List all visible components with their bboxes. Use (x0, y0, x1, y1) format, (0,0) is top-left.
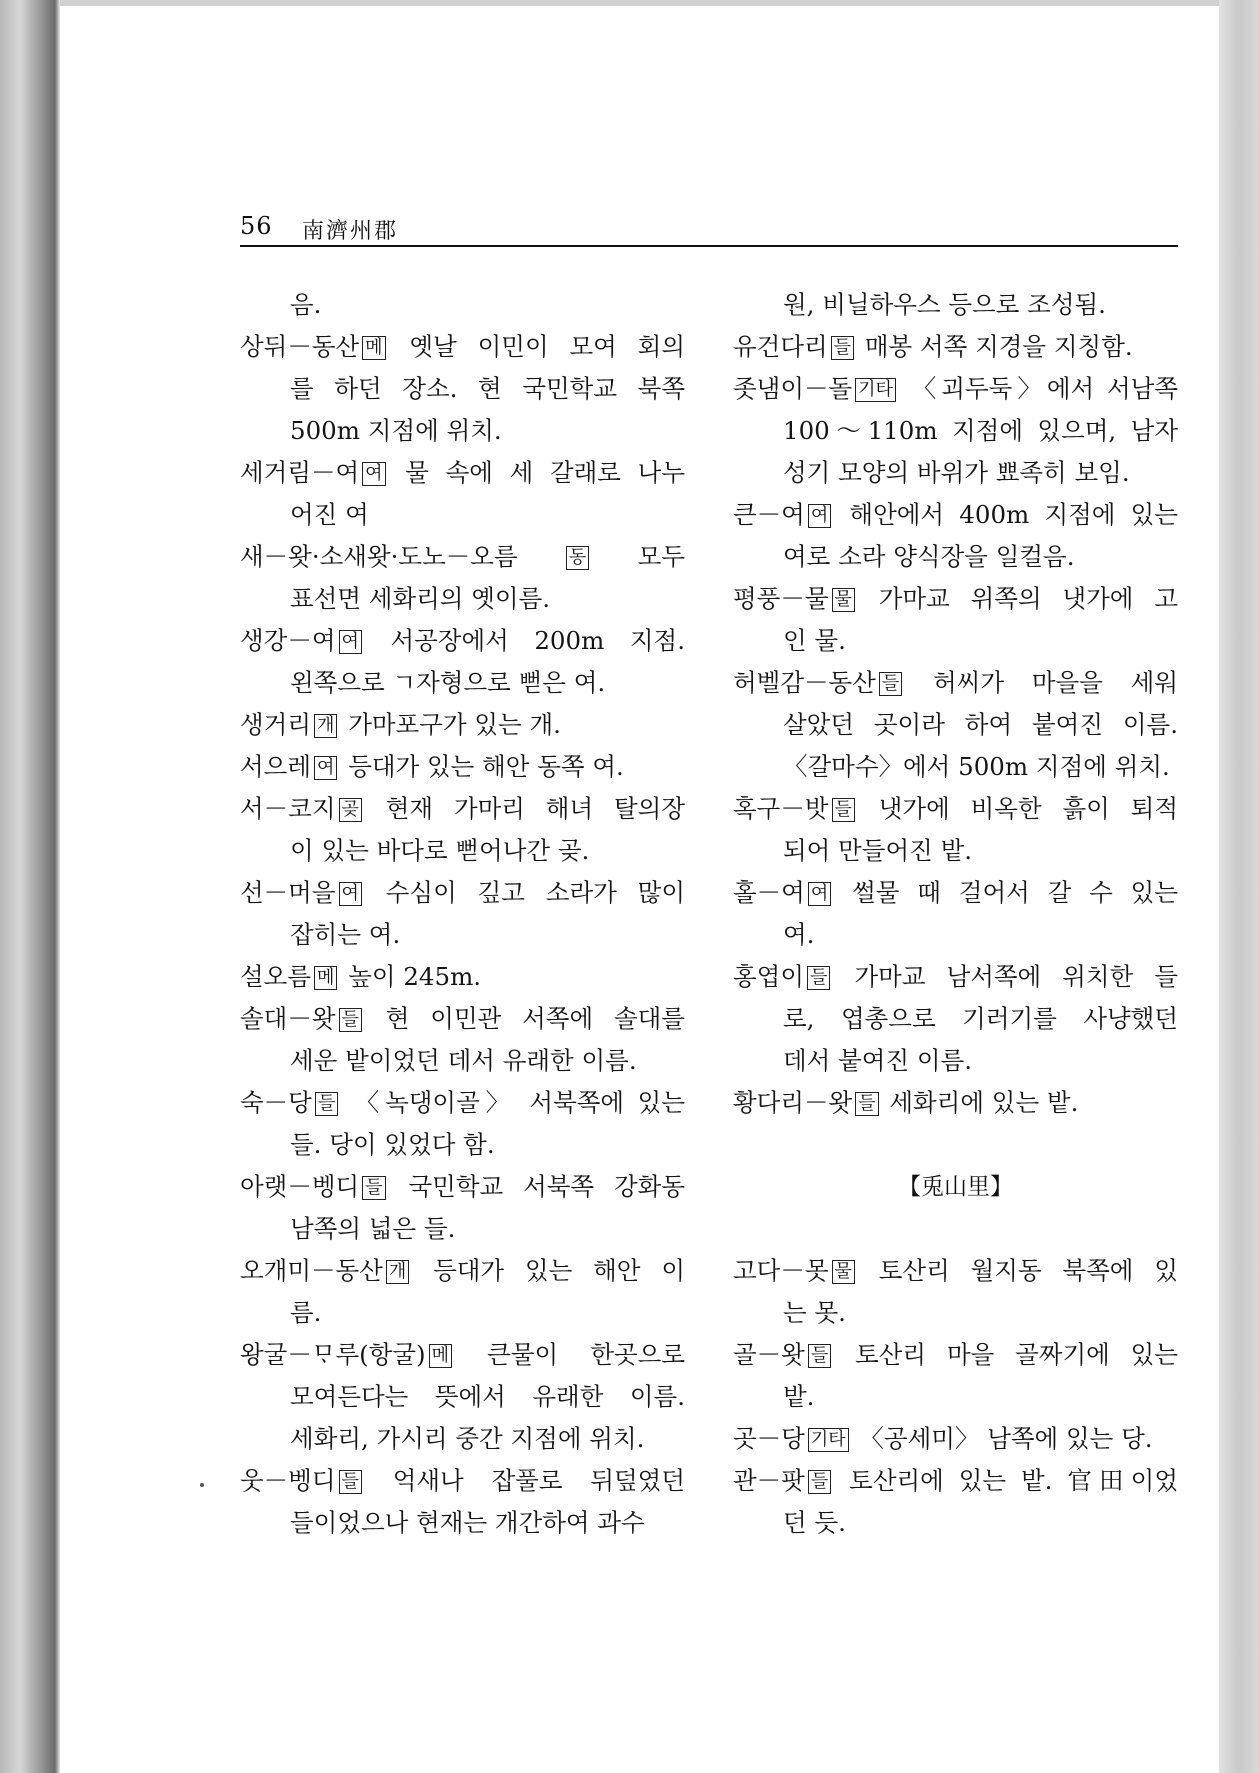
glossary-entry (240, 1166, 685, 1250)
glossary-entry (733, 1418, 1178, 1460)
line-text: 〈갈마수〉에서 500m 지점에 위치. (783, 752, 1170, 781)
line-text: 가마교 남서쪽에 위치한 들 (833, 962, 1178, 991)
line-text: 음. (290, 290, 322, 319)
entry-line (240, 1334, 685, 1376)
category-tag: 물 (832, 588, 855, 612)
category-tag: 들 (855, 1092, 878, 1116)
line-text: 억새나 잡풀로 뒤덮였던 (364, 1466, 685, 1495)
entry-line (733, 536, 1178, 578)
category-tag: 여 (362, 462, 385, 486)
entry-line (733, 788, 1178, 830)
glossary-entry (733, 1334, 1178, 1418)
line-text: 여로 소라 양식장을 일컬음. (783, 542, 1075, 571)
category-tag: 개 (386, 1260, 409, 1284)
line-text: 관－팟 (733, 1466, 805, 1495)
entry-line (240, 536, 685, 578)
entry-line (240, 1124, 685, 1166)
entry-line (240, 326, 685, 368)
line-text: 등대가 있는 해안 이 (412, 1256, 685, 1285)
entry-line (240, 284, 685, 326)
line-text: 오개미－동산 (240, 1256, 383, 1285)
glossary-entry (240, 956, 685, 998)
line-text: 옛날 이민이 모여 회의 (388, 332, 685, 361)
entry-line (733, 368, 1178, 410)
glossary-entry (240, 536, 685, 620)
line-text: 허씨가 마을을 세워 (905, 668, 1178, 697)
line-text: 고다－못 (733, 1256, 829, 1285)
line-text: 상뒤－동산 (240, 332, 360, 361)
entry-line (240, 998, 685, 1040)
line-text: 〈공세미〉 남쪽에 있는 당. (851, 1424, 1153, 1453)
glossary-entry (240, 1250, 685, 1334)
book-spine-shadow (0, 0, 60, 1773)
line-text: 설오름 (240, 962, 312, 991)
line-text: 여. (783, 920, 815, 949)
line-text: 홀－여 (733, 878, 805, 907)
entry-line (240, 410, 685, 452)
glossary-entry (240, 1334, 685, 1460)
entry-line (733, 1250, 1178, 1292)
glossary-entry (733, 956, 1178, 1082)
right-column (733, 284, 1178, 1544)
entry-line (733, 494, 1178, 536)
line-text: 던 듯. (783, 1508, 846, 1537)
glossary-entry (240, 998, 685, 1082)
line-text: 큰－여 (733, 500, 805, 529)
line-text: 수심이 깊고 소라가 많이 (364, 878, 685, 907)
line-text: 인 물. (783, 626, 846, 655)
line-text: 솔대－왓 (240, 1004, 336, 1033)
line-text: 500m 지점에 위치. (290, 416, 502, 445)
line-text: 등대가 있는 해안 동쪽 여. (340, 752, 624, 781)
entry-line (733, 1460, 1178, 1502)
line-text: 새－왓·소새왓·도노－오름 (240, 542, 563, 571)
category-tag: 들 (879, 672, 902, 696)
line-text: 들. 당이 있었다 함. (290, 1130, 495, 1159)
entry-line (733, 1292, 1178, 1334)
line-text: 해안에서 400m 지점에 있는 (834, 500, 1178, 529)
header-rule (240, 245, 1178, 247)
line-text: 토산리에 있는 밭. 官田이었 (834, 1466, 1178, 1495)
entry-line (240, 1292, 685, 1334)
glossary-entry (240, 620, 685, 704)
page-header (240, 212, 1178, 248)
line-text: 원, 비닐하우스 등으로 조성됨. (783, 290, 1106, 319)
section-title: 【兎山里】 (898, 1174, 1013, 1200)
glossary-entry (240, 746, 685, 788)
line-text: 물 속에 세 갈래로 나누 (388, 458, 685, 487)
entry-line (240, 1082, 685, 1124)
entry-line (240, 1208, 685, 1250)
line-text: 냇가에 비옥한 흙이 퇴적 (857, 794, 1178, 823)
line-text: 성기 모양의 바위가 뾰족히 보임. (783, 458, 1130, 487)
line-text: 데서 붙여진 이름. (783, 1046, 973, 1075)
line-text: 선－머을 (240, 878, 336, 907)
glossary-entry (733, 1082, 1178, 1124)
spacer (733, 1124, 1178, 1166)
line-text: 모두 (592, 542, 685, 571)
category-tag: 여 (808, 504, 831, 528)
line-text: 생거리 (240, 710, 312, 739)
spacer (733, 1208, 1178, 1250)
entry-line (240, 872, 685, 914)
line-text: 서으레 (240, 752, 312, 781)
line-text: 세거림－여 (240, 458, 360, 487)
line-text: 골－왓 (733, 1340, 805, 1369)
entry-line (733, 662, 1178, 704)
entry-line (240, 620, 685, 662)
entry-line (240, 452, 685, 494)
entry-line (240, 494, 685, 536)
entry-line (733, 578, 1178, 620)
line-text: 서공장에서 200m 지점. (364, 626, 685, 655)
line-text: 높이 245m. (340, 962, 482, 991)
entry-line (733, 1334, 1178, 1376)
line-text: 유건다리 (733, 332, 828, 361)
glossary-entry (733, 788, 1178, 872)
category-tag: 여 (314, 756, 337, 780)
line-text: 이 있는 바다로 뻗어나간 곶. (290, 836, 590, 865)
entry-line (733, 872, 1178, 914)
line-text: 되어 만들어진 밭. (783, 836, 973, 865)
entry-line (240, 746, 685, 788)
entry-line (733, 326, 1178, 368)
line-text: 생강－여 (240, 626, 336, 655)
category-tag: 들 (808, 1344, 831, 1368)
line-text: 국민학교 서북쪽 강화동 (388, 1172, 685, 1201)
glossary-entry (240, 1082, 685, 1166)
category-tag: 기타 (855, 378, 896, 402)
line-text: 로, 엽총으로 기러기를 사냥했던 (783, 1004, 1178, 1033)
line-text: 아랫－벵디 (240, 1172, 360, 1201)
glossary-entry (733, 578, 1178, 662)
running-title: 南濟州郡 (302, 219, 399, 244)
glossary-entry (240, 284, 685, 326)
entry-line (733, 620, 1178, 662)
entry-line (240, 662, 685, 704)
line-text: 잡히는 여. (290, 920, 401, 949)
entry-line (733, 452, 1178, 494)
line-text: 모여든다는 뜻에서 유래한 이름. (290, 1382, 685, 1411)
line-text: 서－코지 (240, 794, 336, 823)
entry-line (240, 1040, 685, 1082)
line-text: 황다리－왓 (733, 1088, 853, 1117)
entry-line (733, 284, 1178, 326)
glossary-entry (240, 1460, 685, 1544)
line-text: 남쪽의 넓은 들. (290, 1214, 456, 1243)
glossary-entry (733, 662, 1178, 788)
line-text: 왼쪽으로 ㄱ자형으로 뻗은 여. (290, 668, 606, 697)
entry-line (733, 1376, 1178, 1418)
entry-line (733, 1418, 1178, 1460)
category-tag: 들 (339, 1008, 362, 1032)
page-right-edge (1219, 0, 1259, 1773)
line-text: 어진 여 (290, 500, 369, 529)
line-text: 현 이민관 서쪽에 솔대를 (364, 1004, 685, 1033)
category-tag: 메 (314, 966, 337, 990)
line-text: 밭. (783, 1382, 815, 1411)
entry-line (733, 1502, 1178, 1544)
entry-line (240, 578, 685, 620)
entry-line (733, 914, 1178, 956)
line-text: 는 못. (783, 1298, 846, 1327)
line-text: 허벨감－동산 (733, 668, 876, 697)
category-tag: 여 (339, 882, 362, 906)
glossary-entry (733, 494, 1178, 578)
line-text: 를 하던 장소. 현 국민학교 북쪽 (290, 374, 685, 403)
left-column (240, 284, 685, 1544)
entry-line (240, 788, 685, 830)
glossary-entry (240, 452, 685, 536)
line-text: 혹구－밧 (733, 794, 829, 823)
category-tag: 개 (314, 714, 337, 738)
line-text: 가마교 위쪽의 냇가에 고 (857, 584, 1178, 613)
glossary-entry (733, 368, 1178, 494)
line-text: 가마포구가 있는 개. (340, 710, 561, 739)
line-text: 들이었으나 현재는 개간하여 과수 (290, 1508, 645, 1537)
entry-line (240, 830, 685, 872)
entry-line (240, 1460, 685, 1502)
glossary-entry (733, 1460, 1178, 1544)
entry-line (733, 998, 1178, 1040)
entry-line (733, 746, 1178, 788)
line-text: 매봉 서쪽 지경을 지칭함. (857, 332, 1133, 361)
line-text: 름. (290, 1298, 322, 1327)
glossary-entry (733, 1250, 1178, 1334)
line-text: 세화리, 가시리 중간 지점에 위치. (290, 1424, 645, 1453)
category-tag: 들 (339, 1470, 362, 1494)
entry-line (240, 1166, 685, 1208)
entry-line (240, 1250, 685, 1292)
glossary-entry (240, 704, 685, 746)
entry-line (733, 1082, 1178, 1124)
category-tag: 들 (832, 798, 855, 822)
line-text: 표선면 세화리의 옛이름. (290, 584, 551, 613)
entry-line (240, 1418, 685, 1460)
line-text: 현재 가마리 해녀 탈의장 (364, 794, 685, 823)
line-text: 썰물 때 걸어서 갈 수 있는 (834, 878, 1178, 907)
line-text: 좃냄이－돌 (733, 374, 853, 403)
stray-mark (200, 1483, 204, 1487)
line-text: 세운 밭이었던 데서 유래한 이름. (290, 1046, 637, 1075)
page-number: 56 (240, 212, 273, 240)
glossary-entry (733, 326, 1178, 368)
entry-line (240, 956, 685, 998)
category-tag: 메 (429, 1344, 452, 1368)
line-text: 〈녹댕이골〉 서북쪽에 있는 (341, 1088, 685, 1117)
entry-line (733, 704, 1178, 746)
glossary-entry (240, 788, 685, 872)
line-text: 평풍－물 (733, 584, 829, 613)
line-text: 왕굴－ᄆᆞ루(항굴) (240, 1340, 426, 1369)
category-tag: 들 (831, 336, 854, 360)
glossary-entry (240, 326, 685, 452)
entry-line (240, 368, 685, 410)
line-text: 〈괴두둑〉에서 서남쪽 (898, 374, 1178, 403)
entry-line (733, 956, 1178, 998)
line-text: 토산리 월지동 북쪽에 있 (857, 1256, 1178, 1285)
line-text: 살았던 곳이라 하여 붙여진 이름. (783, 710, 1178, 739)
category-tag: 물 (832, 1260, 855, 1284)
line-text: 토산리 마을 골짜기에 있는 (834, 1340, 1178, 1369)
line-text: 숙－당 (240, 1088, 312, 1117)
category-tag: 들 (315, 1092, 338, 1116)
category-tag: 곶 (339, 798, 362, 822)
category-tag: 여 (808, 882, 831, 906)
line-text: 웃－벵디 (240, 1466, 336, 1495)
entry-line (733, 410, 1178, 452)
category-tag: 들 (807, 966, 830, 990)
entry-line (240, 914, 685, 956)
category-tag: 동 (566, 546, 589, 570)
line-text: 큰물이 한곳으로 (455, 1340, 685, 1369)
entry-line (733, 830, 1178, 872)
category-tag: 들 (362, 1176, 385, 1200)
glossary-entry (733, 284, 1178, 326)
entry-line (240, 1502, 685, 1544)
line-text: 100～110m 지점에 있으며, 남자 (783, 416, 1178, 445)
glossary-entry (240, 872, 685, 956)
category-tag: 들 (808, 1470, 831, 1494)
glossary-entry (733, 872, 1178, 956)
line-text: 곳－당 (733, 1424, 805, 1453)
category-tag: 메 (362, 336, 385, 360)
entry-line (733, 1040, 1178, 1082)
entry-line (240, 1376, 685, 1418)
line-text: 홍엽이 (733, 962, 805, 991)
entry-line (240, 704, 685, 746)
category-tag: 여 (339, 630, 362, 654)
line-text: 세화리에 있는 밭. (881, 1088, 1079, 1117)
category-tag: 기타 (808, 1428, 849, 1452)
